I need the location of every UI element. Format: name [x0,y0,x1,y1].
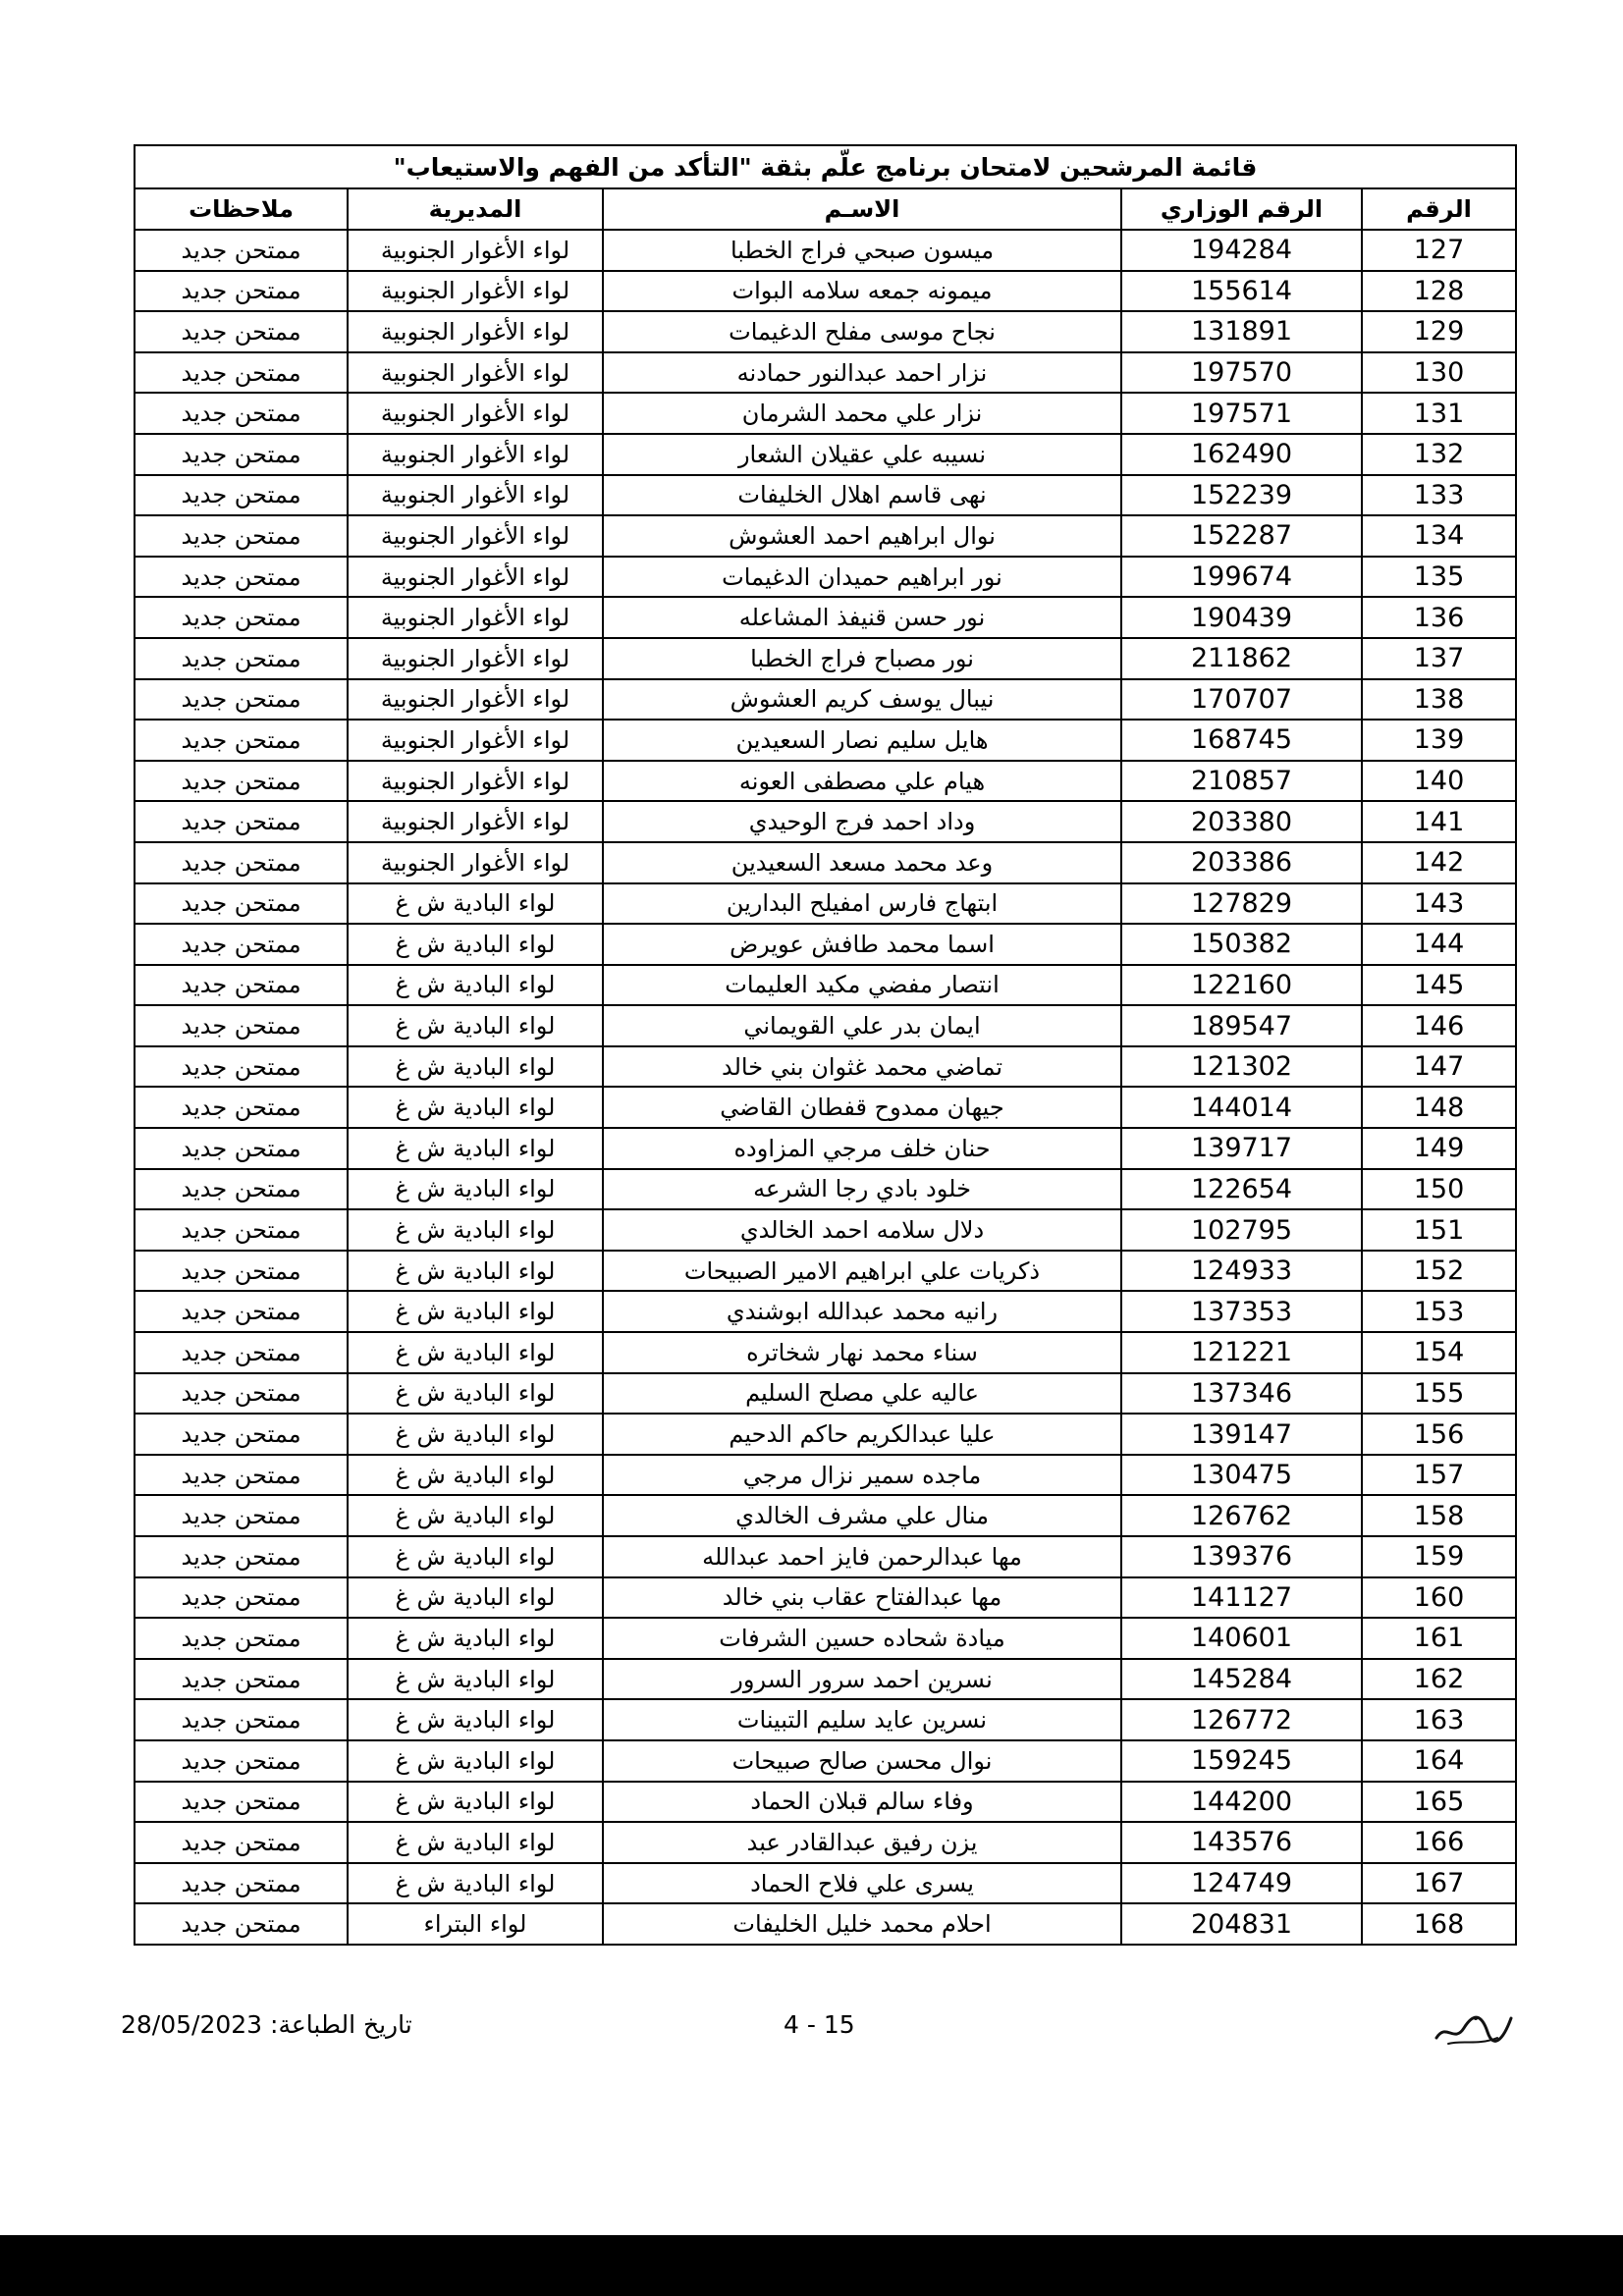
ministry-number: 130475 [1121,1455,1362,1496]
directorate: لواء البادية ش غ [348,883,603,925]
table-row [135,475,1516,516]
table-row [135,1209,1516,1251]
page-number: 4 - 15 [784,2010,855,2039]
row-number: 154 [1362,1332,1516,1373]
table-row [135,393,1516,434]
directorate: لواء الأغوار الجنوبية [348,311,603,352]
candidate-name: دلال سلامه احمد الخالدي [603,1209,1121,1251]
note: ممتحن جديد [135,883,348,925]
table-row [135,1291,1516,1332]
ministry-number: 131891 [1121,311,1362,352]
ministry-number: 127829 [1121,883,1362,925]
table-row [135,1782,1516,1823]
row-number: 156 [1362,1414,1516,1455]
candidate-name: نسرين عايد سليم التبينات [603,1699,1121,1740]
directorate: لواء البادية ش غ [348,1169,603,1210]
table-row [135,842,1516,883]
candidate-name: ميادة شحاده حسين الشرفات [603,1618,1121,1659]
header-ministry-number: الرقم الوزاري [1121,188,1362,230]
table-row [135,597,1516,638]
directorate: لواء الأغوار الجنوبية [348,801,603,842]
table-row [135,1699,1516,1740]
row-number: 127 [1362,230,1516,271]
table-row [135,1455,1516,1496]
ministry-number: 124749 [1121,1863,1362,1904]
candidate-name: نهى قاسم اهلال الخليفات [603,475,1121,516]
row-number: 134 [1362,515,1516,557]
note: ممتحن جديد [135,515,348,557]
candidate-name: نسرين احمد سرور السرور [603,1659,1121,1700]
ministry-number: 197571 [1121,393,1362,434]
row-number: 144 [1362,924,1516,965]
directorate: لواء البادية ش غ [348,1822,603,1863]
ministry-number: 189547 [1121,1005,1362,1046]
row-number: 135 [1362,557,1516,598]
candidate-name: يزن رفيق عبدالقادر عبد [603,1822,1121,1863]
ministry-number: 194284 [1121,230,1362,271]
directorate: لواء البادية ش غ [348,1087,603,1128]
header-directorate: المديرية [348,188,603,230]
table-row [135,1251,1516,1292]
note: ممتحن جديد [135,1169,348,1210]
table-row [135,1740,1516,1782]
row-number: 161 [1362,1618,1516,1659]
ministry-number: 141127 [1121,1577,1362,1619]
candidate-name: منال علي مشرف الخالدي [603,1495,1121,1536]
candidate-name: وعد محمد مسعد السعيدين [603,842,1121,883]
note: ممتحن جديد [135,557,348,598]
table-row [135,1903,1516,1945]
note: ممتحن جديد [135,801,348,842]
note: ممتحن جديد [135,720,348,761]
table-row [135,1005,1516,1046]
ministry-number: 204831 [1121,1903,1362,1945]
table-row [135,924,1516,965]
candidate-name: هيام علي مصطفى العونه [603,761,1121,802]
table-title: قائمة المرشحين لامتحان برنامج علّم بثقة "التأكد من الفهم والاستيعاب" [135,145,1516,188]
table-row [135,1046,1516,1088]
directorate: لواء البادية ش غ [348,1291,603,1332]
row-number: 157 [1362,1455,1516,1496]
ministry-number: 102795 [1121,1209,1362,1251]
directorate: لواء البادية ش غ [348,1782,603,1823]
candidate-name: رانيه محمد عبدالله ابوشندي [603,1291,1121,1332]
ministry-number: 139376 [1121,1536,1362,1577]
row-number: 165 [1362,1782,1516,1823]
row-number: 168 [1362,1903,1516,1945]
note: ممتحن جديد [135,1251,348,1292]
note: ممتحن جديد [135,1577,348,1619]
row-number: 153 [1362,1291,1516,1332]
note: ممتحن جديد [135,1209,348,1251]
candidate-name: تماضي محمد غثوان بني خالد [603,1046,1121,1088]
table-row [135,679,1516,721]
candidate-name: نوال ابراهيم احمد العشوش [603,515,1121,557]
row-number: 145 [1362,965,1516,1006]
ministry-number: 162490 [1121,434,1362,475]
ministry-number: 159245 [1121,1740,1362,1782]
note: ممتحن جديد [135,842,348,883]
directorate: لواء البادية ش غ [348,1699,603,1740]
candidate-name: نجاح موسى مفلح الدغيمات [603,311,1121,352]
directorate: لواء البادية ش غ [348,1209,603,1251]
candidate-name: جيهان ممدوح قفطان القاضي [603,1087,1121,1128]
candidate-name: انتصار مفضي مكيد العليمات [603,965,1121,1006]
directorate: لواء البادية ش غ [348,1495,603,1536]
directorate: لواء الأغوار الجنوبية [348,679,603,721]
table-row [135,1169,1516,1210]
signature-mark [1429,2004,1517,2054]
ministry-number: 152239 [1121,475,1362,516]
ministry-number: 210857 [1121,761,1362,802]
row-number: 133 [1362,475,1516,516]
candidate-name: عاليه علي مصلح السليم [603,1373,1121,1415]
candidate-name: نور مصباح فراج الخطبا [603,638,1121,679]
candidate-name: هايل سليم نصار السعيدين [603,720,1121,761]
candidate-name: ميسون صبحي فراج الخطبا [603,230,1121,271]
note: ممتحن جديد [135,924,348,965]
directorate: لواء البادية ش غ [348,1740,603,1782]
directorate: لواء الأغوار الجنوبية [348,761,603,802]
note: ممتحن جديد [135,475,348,516]
note: ممتحن جديد [135,1618,348,1659]
ministry-number: 126762 [1121,1495,1362,1536]
row-number: 142 [1362,842,1516,883]
table-row [135,1414,1516,1455]
directorate: لواء البادية ش غ [348,1536,603,1577]
table-row [135,352,1516,394]
row-number: 152 [1362,1251,1516,1292]
row-number: 147 [1362,1046,1516,1088]
table-row [135,515,1516,557]
row-number: 166 [1362,1822,1516,1863]
ministry-number: 203386 [1121,842,1362,883]
candidate-name: ذكريات علي ابراهيم الامير الصبيحات [603,1251,1121,1292]
candidate-name: وفاء سالم قبلان الحماد [603,1782,1121,1823]
ministry-number: 137346 [1121,1373,1362,1415]
ministry-number: 143576 [1121,1822,1362,1863]
ministry-number: 140601 [1121,1618,1362,1659]
table-row [135,1863,1516,1904]
directorate: لواء البادية ش غ [348,1251,603,1292]
row-number: 130 [1362,352,1516,394]
note: ممتحن جديد [135,1128,348,1169]
row-number: 140 [1362,761,1516,802]
note: ممتحن جديد [135,1536,348,1577]
ministry-number: 144014 [1121,1087,1362,1128]
row-number: 158 [1362,1495,1516,1536]
directorate: لواء البادية ش غ [348,1414,603,1455]
ministry-number: 168745 [1121,720,1362,761]
candidate-name: نور ابراهيم حميدان الدغيمات [603,557,1121,598]
table-row [135,1128,1516,1169]
directorate: لواء البادية ش غ [348,924,603,965]
ministry-number: 145284 [1121,1659,1362,1700]
row-number: 141 [1362,801,1516,842]
table-row [135,271,1516,312]
header-row [135,188,1516,230]
ministry-number: 122160 [1121,965,1362,1006]
directorate: لواء البادية ش غ [348,1128,603,1169]
directorate: لواء الأغوار الجنوبية [348,352,603,394]
directorate: لواء البادية ش غ [348,1618,603,1659]
table-row [135,1495,1516,1536]
note: ممتحن جديد [135,1863,348,1904]
row-number: 131 [1362,393,1516,434]
directorate: لواء الأغوار الجنوبية [348,515,603,557]
note: ممتحن جديد [135,1782,348,1823]
table-row [135,883,1516,925]
ministry-number: 150382 [1121,924,1362,965]
row-number: 149 [1362,1128,1516,1169]
ministry-number: 190439 [1121,597,1362,638]
row-number: 167 [1362,1863,1516,1904]
directorate: لواء الأغوار الجنوبية [348,842,603,883]
ministry-number: 122654 [1121,1169,1362,1210]
directorate: لواء الأغوار الجنوبية [348,475,603,516]
candidate-name: خلود بادي رجا الشرعه [603,1169,1121,1210]
note: ممتحن جديد [135,1087,348,1128]
row-number: 139 [1362,720,1516,761]
candidate-name: حنان خلف مرجي المزاوده [603,1128,1121,1169]
directorate: لواء البادية ش غ [348,1005,603,1046]
directorate: لواء الأغوار الجنوبية [348,597,603,638]
directorate: لواء البادية ش غ [348,965,603,1006]
row-number: 151 [1362,1209,1516,1251]
table-row [135,761,1516,802]
directorate: لواء البتراء [348,1903,603,1945]
ministry-number: 211862 [1121,638,1362,679]
table-row [135,230,1516,271]
row-number: 159 [1362,1536,1516,1577]
ministry-number: 170707 [1121,679,1362,721]
candidate-name: نسيبه علي عقيلان الشعار [603,434,1121,475]
row-number: 160 [1362,1577,1516,1619]
candidate-name: ابتهاج فارس امفيلح البدارين [603,883,1121,925]
row-number: 146 [1362,1005,1516,1046]
note: ممتحن جديد [135,679,348,721]
candidate-name: ايمان بدر علي القويماني [603,1005,1121,1046]
print-date: تاريخ الطباعة: 28/05/2023 [121,2010,412,2039]
header-number: الرقم [1362,188,1516,230]
note: ممتحن جديد [135,1005,348,1046]
table-row [135,801,1516,842]
row-number: 155 [1362,1373,1516,1415]
table-row [135,638,1516,679]
ministry-number: 144200 [1121,1782,1362,1823]
candidate-name: عليا عبدالكريم حاكم الدحيم [603,1414,1121,1455]
note: ممتحن جديد [135,1455,348,1496]
ministry-number: 197570 [1121,352,1362,394]
candidate-name: اسما محمد طافش عويرض [603,924,1121,965]
note: ممتحن جديد [135,638,348,679]
row-number: 163 [1362,1699,1516,1740]
ministry-number: 139147 [1121,1414,1362,1455]
row-number: 148 [1362,1087,1516,1128]
table-row [135,1536,1516,1577]
row-number: 136 [1362,597,1516,638]
candidate-name: ميمونه جمعه سلامه البوات [603,271,1121,312]
note: ممتحن جديد [135,1414,348,1455]
row-number: 162 [1362,1659,1516,1700]
row-number: 129 [1362,311,1516,352]
directorate: لواء البادية ش غ [348,1863,603,1904]
note: ممتحن جديد [135,1495,348,1536]
directorate: لواء البادية ش غ [348,1373,603,1415]
table-body [135,230,1516,1945]
candidate-name: نيبال يوسف كريم العشوش [603,679,1121,721]
directorate: لواء الأغوار الجنوبية [348,557,603,598]
candidate-name: يسرى علي فلاح الحماد [603,1863,1121,1904]
note: ممتحن جديد [135,311,348,352]
directorate: لواء الأغوار الجنوبية [348,230,603,271]
note: ممتحن جديد [135,1822,348,1863]
table-row [135,1577,1516,1619]
table-row [135,1659,1516,1700]
directorate: لواء الأغوار الجنوبية [348,720,603,761]
row-number: 128 [1362,271,1516,312]
note: ممتحن جديد [135,1291,348,1332]
table-row [135,965,1516,1006]
row-number: 164 [1362,1740,1516,1782]
ministry-number: 124933 [1121,1251,1362,1292]
note: ممتحن جديد [135,1046,348,1088]
row-number: 143 [1362,883,1516,925]
ministry-number: 121221 [1121,1332,1362,1373]
directorate: لواء البادية ش غ [348,1455,603,1496]
directorate: لواء البادية ش غ [348,1577,603,1619]
directorate: لواء البادية ش غ [348,1046,603,1088]
note: ممتحن جديد [135,1659,348,1700]
table-row [135,1332,1516,1373]
candidate-name: مها عبدالرحمن فايز احمد عبدالله [603,1536,1121,1577]
candidate-name: ماجده سمير نزال مرجي [603,1455,1121,1496]
table-row [135,1087,1516,1128]
header-name: الاسـم [603,188,1121,230]
row-number: 150 [1362,1169,1516,1210]
directorate: لواء البادية ش غ [348,1332,603,1373]
note: ممتحن جديد [135,1332,348,1373]
table-row [135,720,1516,761]
ministry-number: 199674 [1121,557,1362,598]
note: ممتحن جديد [135,965,348,1006]
ministry-number: 121302 [1121,1046,1362,1088]
note: ممتحن جديد [135,597,348,638]
note: ممتحن جديد [135,1699,348,1740]
candidate-name: نزار علي محمد الشرمان [603,393,1121,434]
directorate: لواء البادية ش غ [348,1659,603,1700]
note: ممتحن جديد [135,271,348,312]
note: ممتحن جديد [135,1740,348,1782]
ministry-number: 139717 [1121,1128,1362,1169]
note: ممتحن جديد [135,1903,348,1945]
ministry-number: 155614 [1121,271,1362,312]
note: ممتحن جديد [135,352,348,394]
header-notes: ملاحظات [135,188,348,230]
table-row [135,434,1516,475]
table-row [135,311,1516,352]
candidate-name: وداد احمد فرج الوحيدي [603,801,1121,842]
candidate-name: احلام محمد خليل الخليفات [603,1903,1121,1945]
candidate-name: سناء محمد نهار شخاتره [603,1332,1121,1373]
note: ممتحن جديد [135,434,348,475]
ministry-number: 126772 [1121,1699,1362,1740]
row-number: 132 [1362,434,1516,475]
table-row [135,1618,1516,1659]
candidate-name: مها عبدالفتاح عقاب بني خالد [603,1577,1121,1619]
row-number: 138 [1362,679,1516,721]
table-row [135,557,1516,598]
row-number: 137 [1362,638,1516,679]
directorate: لواء الأغوار الجنوبية [348,638,603,679]
directorate: لواء الأغوار الجنوبية [348,271,603,312]
directorate: لواء الأغوار الجنوبية [348,393,603,434]
ministry-number: 137353 [1121,1291,1362,1332]
note: ممتحن جديد [135,393,348,434]
note: ممتحن جديد [135,1373,348,1415]
candidate-name: نور حسن قنيفذ المشاعله [603,597,1121,638]
candidates-table [134,144,1517,1946]
directorate: لواء الأغوار الجنوبية [348,434,603,475]
table-row [135,1373,1516,1415]
note: ممتحن جديد [135,761,348,802]
note: ممتحن جديد [135,230,348,271]
scan-border [0,2235,1623,2296]
ministry-number: 152287 [1121,515,1362,557]
candidate-name: نزار احمد عبدالنور حمادنه [603,352,1121,394]
table-row [135,1822,1516,1863]
ministry-number: 203380 [1121,801,1362,842]
candidate-name: نوال محسن صالح صبيحات [603,1740,1121,1782]
